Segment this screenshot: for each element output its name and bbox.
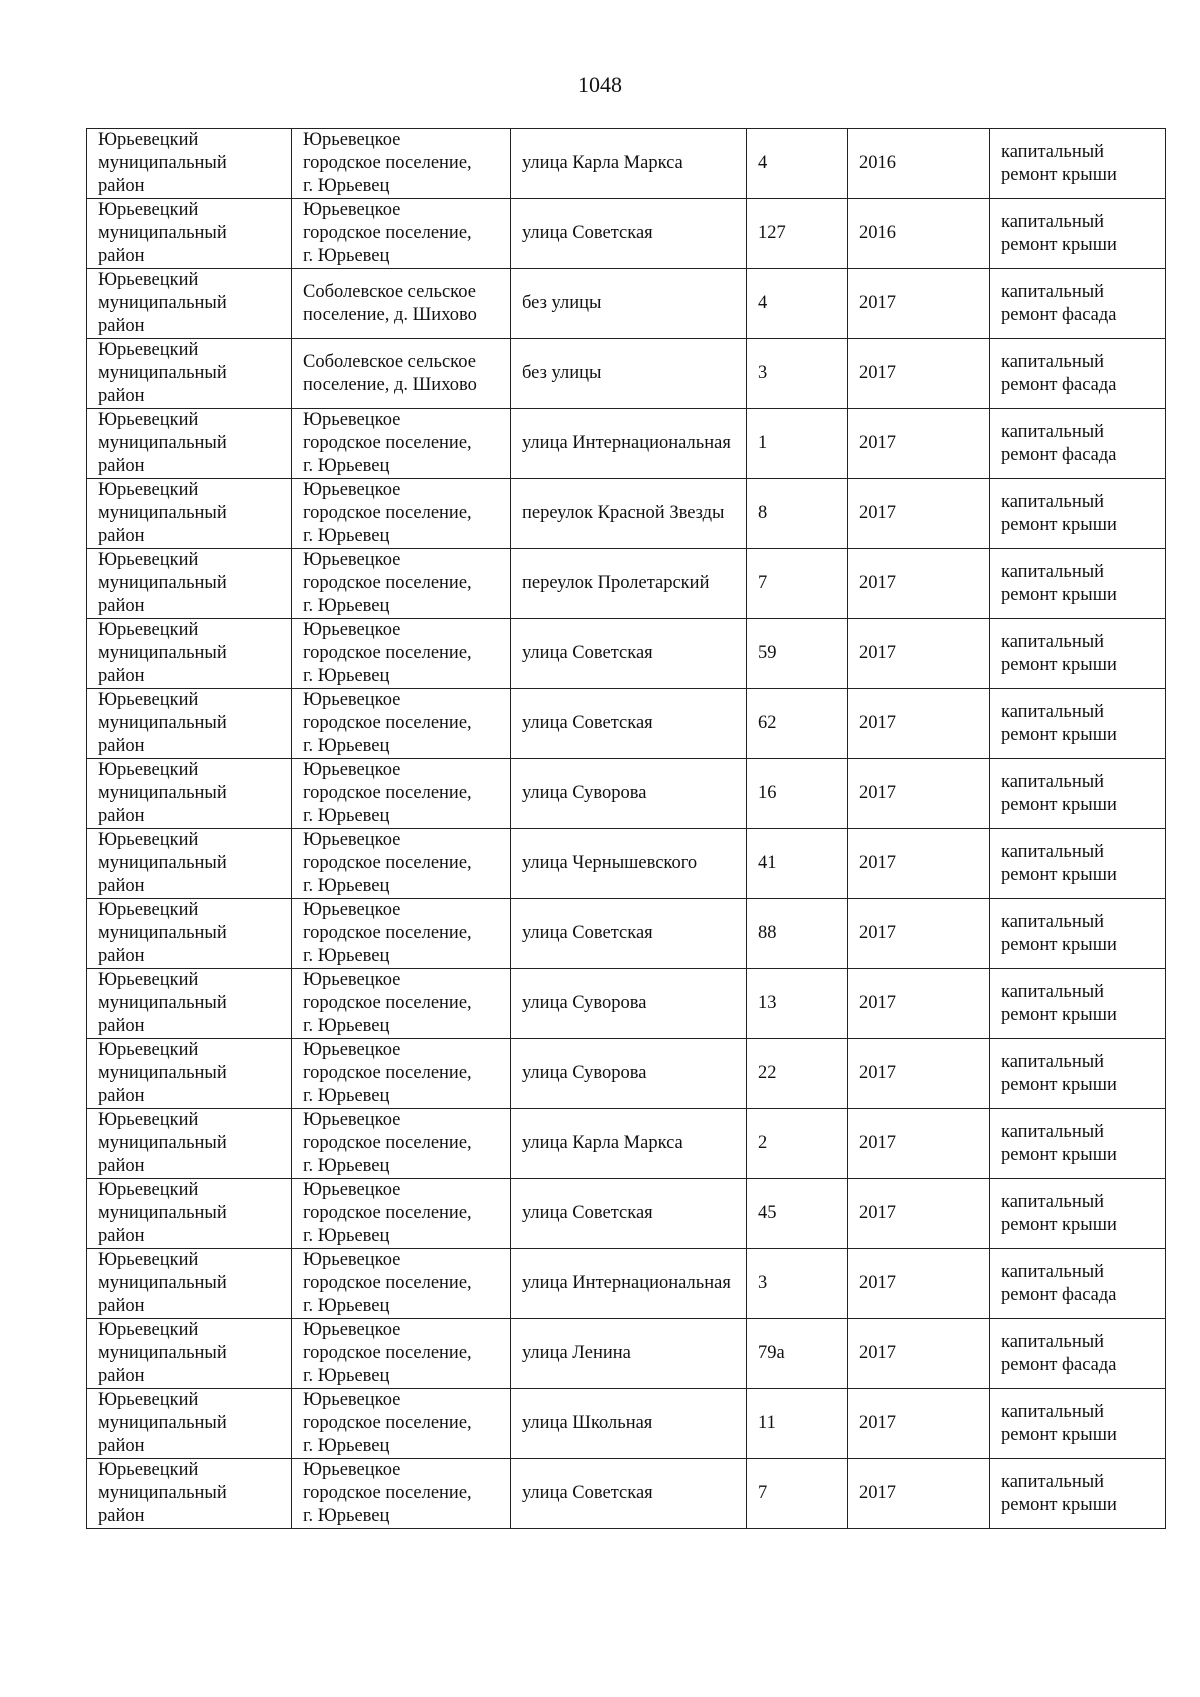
street-cell: без улицы bbox=[511, 339, 747, 409]
settlement-cell: Юрьевецкое городское поселение, г. Юрьевец bbox=[292, 619, 511, 689]
table-row bbox=[87, 899, 1166, 969]
work-type-cell: капитальный ремонт фасада bbox=[990, 1319, 1166, 1389]
district-cell: Юрьевецкий муниципальный район bbox=[87, 969, 292, 1039]
house-number-cell: 2 bbox=[747, 1109, 848, 1179]
work-type-cell: капитальный ремонт крыши bbox=[990, 1039, 1166, 1109]
district-cell: Юрьевецкий муниципальный район bbox=[87, 129, 292, 199]
house-number-cell: 88 bbox=[747, 899, 848, 969]
year-cell: 2017 bbox=[848, 1389, 990, 1459]
house-number-cell: 3 bbox=[747, 1249, 848, 1319]
year-cell: 2017 bbox=[848, 479, 990, 549]
year-cell: 2017 bbox=[848, 339, 990, 409]
work-type-cell: капитальный ремонт фасада bbox=[990, 409, 1166, 479]
street-cell: улица Суворова bbox=[511, 969, 747, 1039]
table-row bbox=[87, 689, 1166, 759]
year-cell: 2017 bbox=[848, 409, 990, 479]
year-cell: 2016 bbox=[848, 199, 990, 269]
work-type-cell: капитальный ремонт крыши bbox=[990, 1109, 1166, 1179]
street-cell: улица Карла Маркса bbox=[511, 1109, 747, 1179]
settlement-cell: Юрьевецкое городское поселение, г. Юрьевец bbox=[292, 689, 511, 759]
street-cell: улица Интернациональная bbox=[511, 1249, 747, 1319]
street-cell: улица Карла Маркса bbox=[511, 129, 747, 199]
district-cell: Юрьевецкий муниципальный район bbox=[87, 759, 292, 829]
district-cell: Юрьевецкий муниципальный район bbox=[87, 1249, 292, 1319]
house-number-cell: 41 bbox=[747, 829, 848, 899]
work-type-cell: капитальный ремонт фасада bbox=[990, 269, 1166, 339]
year-cell: 2017 bbox=[848, 1459, 990, 1529]
district-cell: Юрьевецкий муниципальный район bbox=[87, 1109, 292, 1179]
district-cell: Юрьевецкий муниципальный район bbox=[87, 829, 292, 899]
district-cell: Юрьевецкий муниципальный район bbox=[87, 619, 292, 689]
house-number-cell: 59 bbox=[747, 619, 848, 689]
district-cell: Юрьевецкий муниципальный район bbox=[87, 479, 292, 549]
work-type-cell: капитальный ремонт крыши bbox=[990, 829, 1166, 899]
year-cell: 2017 bbox=[848, 759, 990, 829]
table-row bbox=[87, 1109, 1166, 1179]
district-cell: Юрьевецкий муниципальный район bbox=[87, 1389, 292, 1459]
work-type-cell: капитальный ремонт фасада bbox=[990, 339, 1166, 409]
settlement-cell: Юрьевецкое городское поселение, г. Юрьевец bbox=[292, 1319, 511, 1389]
work-type-cell: капитальный ремонт фасада bbox=[990, 1249, 1166, 1319]
work-type-cell: капитальный ремонт крыши bbox=[990, 479, 1166, 549]
work-type-cell: капитальный ремонт крыши bbox=[990, 199, 1166, 269]
table-row bbox=[87, 1389, 1166, 1459]
street-cell: переулок Красной Звезды bbox=[511, 479, 747, 549]
year-cell: 2017 bbox=[848, 549, 990, 619]
table-row bbox=[87, 829, 1166, 899]
settlement-cell: Юрьевецкое городское поселение, г. Юрьевец bbox=[292, 969, 511, 1039]
table-row bbox=[87, 199, 1166, 269]
work-type-cell: капитальный ремонт крыши bbox=[990, 899, 1166, 969]
table-row bbox=[87, 1249, 1166, 1319]
year-cell: 2017 bbox=[848, 899, 990, 969]
table-row bbox=[87, 619, 1166, 689]
settlement-cell: Юрьевецкое городское поселение, г. Юрьевец bbox=[292, 1249, 511, 1319]
street-cell: улица Советская bbox=[511, 689, 747, 759]
table-row bbox=[87, 129, 1166, 199]
settlement-cell: Юрьевецкое городское поселение, г. Юрьевец bbox=[292, 479, 511, 549]
street-cell: улица Суворова bbox=[511, 759, 747, 829]
street-cell: без улицы bbox=[511, 269, 747, 339]
settlement-cell: Юрьевецкое городское поселение, г. Юрьевец bbox=[292, 199, 511, 269]
work-type-cell: капитальный ремонт крыши bbox=[990, 549, 1166, 619]
settlement-cell: Юрьевецкое городское поселение, г. Юрьевец bbox=[292, 129, 511, 199]
repair-register-table bbox=[86, 128, 1166, 1529]
settlement-cell: Юрьевецкое городское поселение, г. Юрьевец bbox=[292, 829, 511, 899]
house-number-cell: 3 bbox=[747, 339, 848, 409]
work-type-cell: капитальный ремонт крыши bbox=[990, 619, 1166, 689]
street-cell: улица Ленина bbox=[511, 1319, 747, 1389]
street-cell: улица Советская bbox=[511, 1179, 747, 1249]
house-number-cell: 8 bbox=[747, 479, 848, 549]
house-number-cell: 1 bbox=[747, 409, 848, 479]
year-cell: 2017 bbox=[848, 829, 990, 899]
table-row bbox=[87, 1459, 1166, 1529]
table-row bbox=[87, 759, 1166, 829]
work-type-cell: капитальный ремонт крыши bbox=[990, 689, 1166, 759]
settlement-cell: Соболевское сельское поселение, д. Шихово bbox=[292, 339, 511, 409]
street-cell: улица Интернациональная bbox=[511, 409, 747, 479]
year-cell: 2017 bbox=[848, 1039, 990, 1109]
district-cell: Юрьевецкий муниципальный район bbox=[87, 339, 292, 409]
district-cell: Юрьевецкий муниципальный район bbox=[87, 689, 292, 759]
house-number-cell: 22 bbox=[747, 1039, 848, 1109]
house-number-cell: 79а bbox=[747, 1319, 848, 1389]
page-number: 1048 bbox=[578, 72, 622, 97]
house-number-cell: 4 bbox=[747, 269, 848, 339]
year-cell: 2017 bbox=[848, 269, 990, 339]
house-number-cell: 16 bbox=[747, 759, 848, 829]
work-type-cell: капитальный ремонт крыши bbox=[990, 1179, 1166, 1249]
table-row bbox=[87, 409, 1166, 479]
house-number-cell: 127 bbox=[747, 199, 848, 269]
work-type-cell: капитальный ремонт крыши bbox=[990, 1389, 1166, 1459]
settlement-cell: Юрьевецкое городское поселение, г. Юрьевец bbox=[292, 1389, 511, 1459]
year-cell: 2017 bbox=[848, 1179, 990, 1249]
settlement-cell: Юрьевецкое городское поселение, г. Юрьевец bbox=[292, 899, 511, 969]
settlement-cell: Юрьевецкое городское поселение, г. Юрьевец bbox=[292, 1179, 511, 1249]
table-row bbox=[87, 969, 1166, 1039]
year-cell: 2017 bbox=[848, 1319, 990, 1389]
district-cell: Юрьевецкий муниципальный район bbox=[87, 1039, 292, 1109]
year-cell: 2016 bbox=[848, 129, 990, 199]
house-number-cell: 7 bbox=[747, 1459, 848, 1529]
table-row bbox=[87, 1039, 1166, 1109]
work-type-cell: капитальный ремонт крыши bbox=[990, 969, 1166, 1039]
table-row bbox=[87, 269, 1166, 339]
work-type-cell: капитальный ремонт крыши bbox=[990, 129, 1166, 199]
street-cell: улица Советская bbox=[511, 899, 747, 969]
year-cell: 2017 bbox=[848, 969, 990, 1039]
district-cell: Юрьевецкий муниципальный район bbox=[87, 899, 292, 969]
year-cell: 2017 bbox=[848, 1249, 990, 1319]
work-type-cell: капитальный ремонт крыши bbox=[990, 1459, 1166, 1529]
district-cell: Юрьевецкий муниципальный район bbox=[87, 1179, 292, 1249]
settlement-cell: Юрьевецкое городское поселение, г. Юрьевец bbox=[292, 1039, 511, 1109]
district-cell: Юрьевецкий муниципальный район bbox=[87, 199, 292, 269]
street-cell: улица Суворова bbox=[511, 1039, 747, 1109]
year-cell: 2017 bbox=[848, 1109, 990, 1179]
settlement-cell: Соболевское сельское поселение, д. Шихово bbox=[292, 269, 511, 339]
table-row bbox=[87, 1179, 1166, 1249]
street-cell: улица Чернышевского bbox=[511, 829, 747, 899]
table-body bbox=[87, 129, 1166, 1529]
year-cell: 2017 bbox=[848, 689, 990, 759]
district-cell: Юрьевецкий муниципальный район bbox=[87, 1319, 292, 1389]
house-number-cell: 4 bbox=[747, 129, 848, 199]
house-number-cell: 45 bbox=[747, 1179, 848, 1249]
table-row bbox=[87, 479, 1166, 549]
district-cell: Юрьевецкий муниципальный район bbox=[87, 1459, 292, 1529]
street-cell: улица Советская bbox=[511, 199, 747, 269]
house-number-cell: 11 bbox=[747, 1389, 848, 1459]
street-cell: улица Школьная bbox=[511, 1389, 747, 1459]
district-cell: Юрьевецкий муниципальный район bbox=[87, 269, 292, 339]
house-number-cell: 13 bbox=[747, 969, 848, 1039]
settlement-cell: Юрьевецкое городское поселение, г. Юрьевец bbox=[292, 549, 511, 619]
district-cell: Юрьевецкий муниципальный район bbox=[87, 549, 292, 619]
table-row bbox=[87, 549, 1166, 619]
settlement-cell: Юрьевецкое городское поселение, г. Юрьевец bbox=[292, 409, 511, 479]
work-type-cell: капитальный ремонт крыши bbox=[990, 759, 1166, 829]
settlement-cell: Юрьевецкое городское поселение, г. Юрьевец bbox=[292, 1459, 511, 1529]
settlement-cell: Юрьевецкое городское поселение, г. Юрьевец bbox=[292, 1109, 511, 1179]
settlement-cell: Юрьевецкое городское поселение, г. Юрьевец bbox=[292, 759, 511, 829]
street-cell: улица Советская bbox=[511, 1459, 747, 1529]
year-cell: 2017 bbox=[848, 619, 990, 689]
table-row bbox=[87, 339, 1166, 409]
street-cell: переулок Пролетарский bbox=[511, 549, 747, 619]
street-cell: улица Советская bbox=[511, 619, 747, 689]
district-cell: Юрьевецкий муниципальный район bbox=[87, 409, 292, 479]
house-number-cell: 7 bbox=[747, 549, 848, 619]
table-row bbox=[87, 1319, 1166, 1389]
house-number-cell: 62 bbox=[747, 689, 848, 759]
